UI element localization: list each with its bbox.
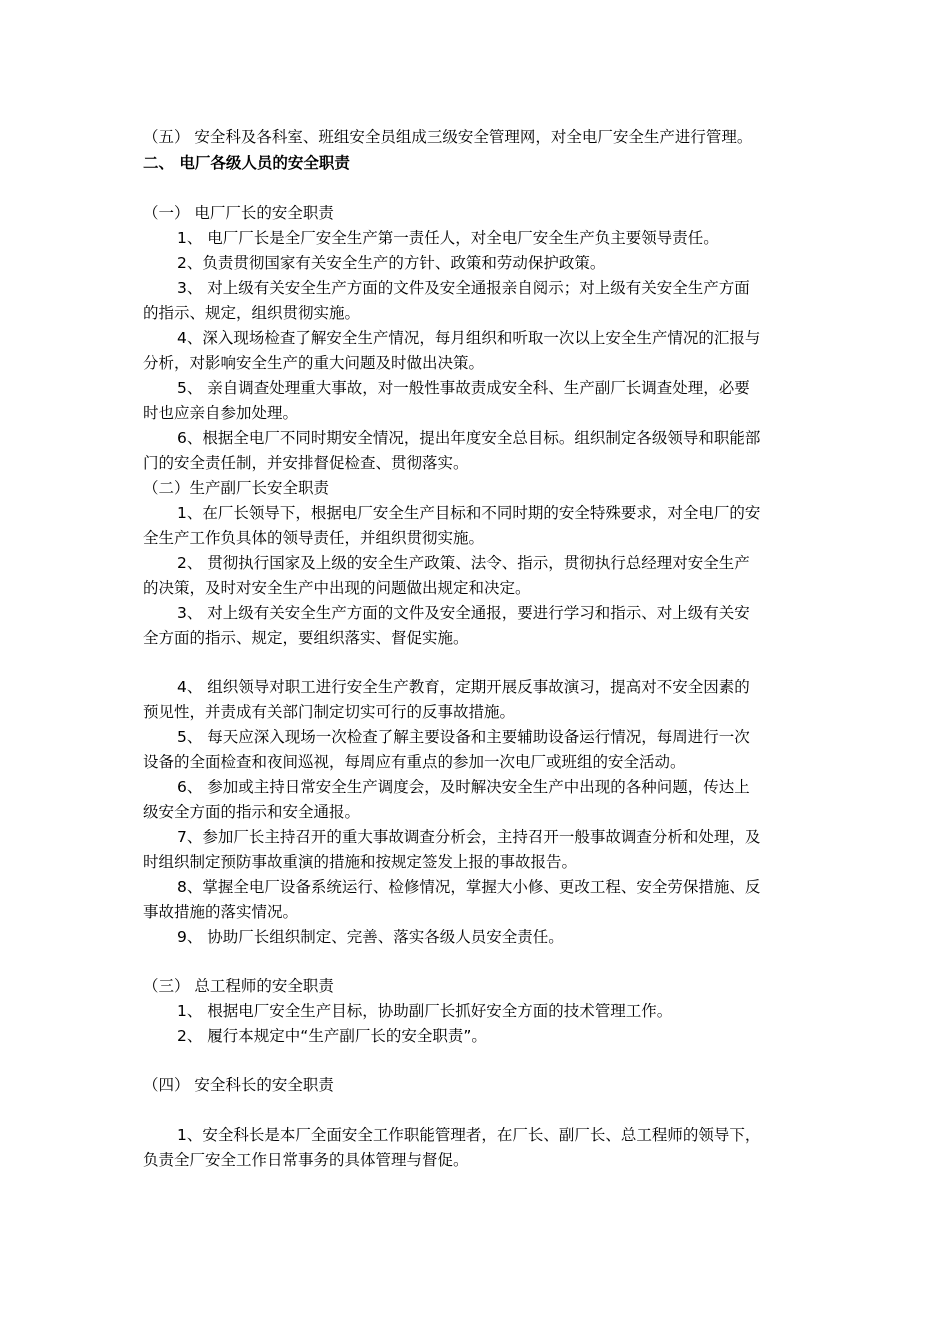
paragraph-line: 2、负责贯彻国家有关安全生产的方针、政策和劳动保护政策。 <box>177 254 606 272</box>
paragraph-line: 7、参加厂长主持召开的重大事故调查分析会，主持召开一般事故调查分析和处理，及 <box>177 828 761 846</box>
paragraph-line: 时组织制定预防事故重演的措施和按规定签发上报的事故报告。 <box>143 853 578 871</box>
subsection-heading: （一） 电厂厂长的安全职责 <box>143 204 334 222</box>
subsection-heading: （二）生产副厂长安全职责 <box>143 479 330 497</box>
paragraph-line: 分析，对影响安全生产的重大问题及时做出决策。 <box>143 354 485 372</box>
paragraph-line: 的决策，及时对安全生产中出现的问题做出规定和决定。 <box>143 579 531 597</box>
paragraph-line: 全生产工作负具体的领导责任，并组织贯彻实施。 <box>143 529 485 547</box>
paragraph-line: 5、 每天应深入现场一次检查了解主要设备和主要辅助设备运行情况，每周进行一次 <box>177 728 750 746</box>
paragraph-line: 级安全方面的指示和安全通报。 <box>143 803 361 821</box>
section-heading: 二、 电厂各级人员的安全职责 <box>143 154 350 172</box>
subsection-heading: （四） 安全科长的安全职责 <box>143 1076 334 1094</box>
paragraph-line: 1、安全科长是本厂全面安全工作职能管理者，在厂长、副厂长、总工程师的领导下， <box>177 1126 761 1144</box>
paragraph-line: 4、深入现场检查了解安全生产情况，每月组织和听取一次以上安全生产情况的汇报与 <box>177 329 761 347</box>
paragraph-line: 5、 亲自调查处理重大事故，对一般性事故责成安全科、生产副厂长调查处理，必要 <box>177 379 750 397</box>
paragraph-line: 设备的全面检查和夜间巡视，每周应有重点的参加一次电厂或班组的安全活动。 <box>143 753 686 771</box>
paragraph-line: 全方面的指示、规定，要组织落实、督促实施。 <box>143 629 469 647</box>
paragraph-line: 2、 贯彻执行国家及上级的安全生产政策、法令、指示，贯彻执行总经理对安全生产 <box>177 554 750 572</box>
paragraph-line: 1、在厂长领导下，根据电厂安全生产目标和不同时期的安全特殊要求，对全电厂的安 <box>177 504 761 522</box>
paragraph-line: 4、 组织领导对职工进行安全生产教育，定期开展反事故演习，提高对不安全因素的 <box>177 678 750 696</box>
paragraph-line: 9、 协助厂长组织制定、完善、落实各级人员安全责任。 <box>177 928 564 946</box>
paragraph-line: 事故措施的落实情况。 <box>143 903 299 921</box>
paragraph-line: 的指示、规定，组织贯彻实施。 <box>143 304 361 322</box>
paragraph-line: 时也应亲自参加处理。 <box>143 404 299 422</box>
subsection-heading: （三） 总工程师的安全职责 <box>143 977 334 995</box>
paragraph-line: （五） 安全科及各科室、班组安全员组成三级安全管理网，对全电厂安全生产进行管理。 <box>143 128 753 146</box>
paragraph-line: 3、 对上级有关安全生产方面的文件及安全通报亲自阅示；对上级有关安全生产方面 <box>177 279 750 297</box>
paragraph-line: 6、 参加或主持日常安全生产调度会，及时解决安全生产中出现的各种问题，传达上 <box>177 778 750 796</box>
paragraph-line: 1、 电厂厂长是全厂安全生产第一责任人，对全电厂安全生产负主要领导责任。 <box>177 229 719 247</box>
paragraph-line: 1、 根据电厂安全生产目标，协助副厂长抓好安全方面的技术管理工作。 <box>177 1002 673 1020</box>
paragraph-line: 2、 履行本规定中“生产副厂长的安全职责”。 <box>177 1027 487 1045</box>
paragraph-line: 8、掌握全电厂设备系统运行、检修情况，掌握大小修、更改工程、安全劳保措施、反 <box>177 878 761 896</box>
paragraph-line: 3、 对上级有关安全生产方面的文件及安全通报，要进行学习和指示、对上级有关安 <box>177 604 750 622</box>
paragraph-line: 6、根据全电厂不同时期安全情况，提出年度安全总目标。组织制定各级领导和职能部 <box>177 429 761 447</box>
paragraph-line: 预见性，并责成有关部门制定切实可行的反事故措施。 <box>143 703 516 721</box>
paragraph-line: 负责全厂安全工作日常事务的具体管理与督促。 <box>143 1151 469 1169</box>
paragraph-line: 门的安全责任制，并安排督促检查、贯彻落实。 <box>143 454 469 472</box>
